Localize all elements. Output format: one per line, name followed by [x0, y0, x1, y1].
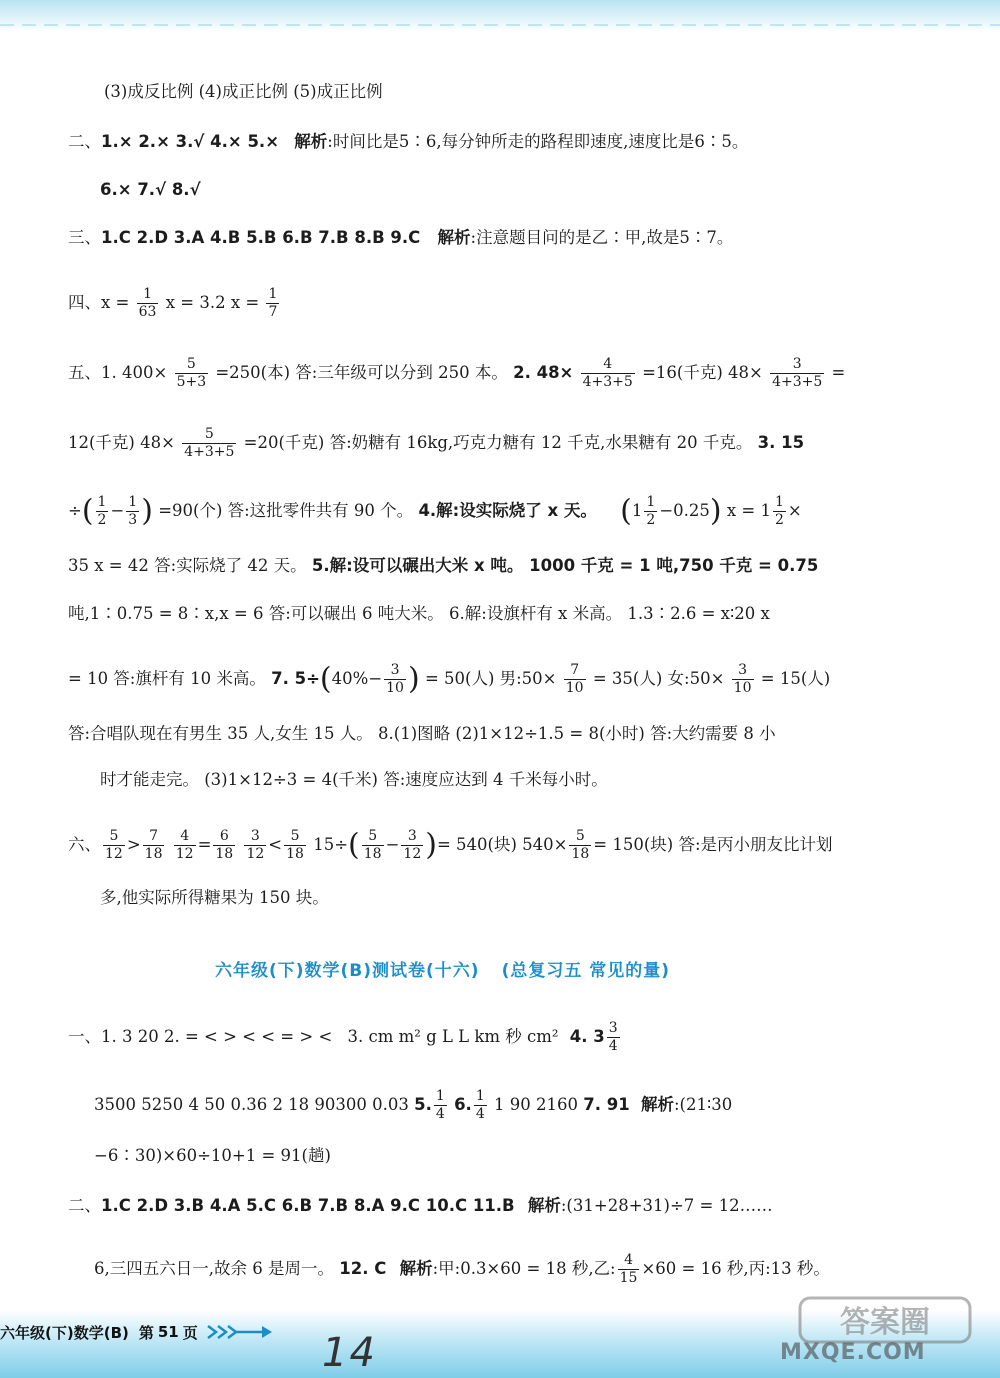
page-suffix: 页	[182, 1323, 198, 1342]
fraction: $\frac{1}{2}$	[97, 494, 107, 528]
fraction: $\frac{1}{2}$	[646, 494, 656, 528]
analysis-text: :注意题目问的是乙∶甲,故是5∶7。	[470, 228, 734, 247]
fraction: $\frac{7}{18}$	[144, 828, 163, 862]
question-number: 2. 48×	[513, 363, 574, 382]
text: x = 3.2 x =	[165, 293, 260, 312]
text: 6,三四五六日一,故余 6 是周一。	[94, 1259, 334, 1278]
answer-items: 1.× 2.× 3.√ 4.× 5.×	[101, 132, 280, 151]
question-number: 4. 3	[569, 1027, 605, 1046]
answer-line-10	[68, 602, 770, 626]
title-sub: (总复习五 常见的量)	[501, 961, 671, 981]
fraction: $\frac{4}{12}$	[175, 828, 194, 862]
fraction: $\frac{1}{2}$	[774, 494, 784, 528]
text: = 50(人) 男:50×	[424, 669, 557, 688]
answer-items: 6.× 7.√ 8.√	[100, 180, 201, 199]
text: 多,他实际所得糖果为 150 块。	[100, 888, 329, 907]
question-number: 12. C	[339, 1259, 387, 1278]
text: =90(个) 答:这批零件共有 90 个。	[158, 501, 414, 520]
text: x = 1	[726, 501, 771, 520]
fraction: $\frac{1}{3}$	[128, 494, 138, 528]
fraction: $\frac{4}{15}$	[619, 1252, 638, 1286]
answer-line-6	[68, 356, 845, 391]
solution-text: 6.解:设旗杆有 x 米高。 1.3∶2.6 = x∶20 x	[449, 604, 770, 623]
answer-items: 1.C 2.D 3.A 4.B 5.B 6.B 7.B 8.B 9.C	[101, 228, 421, 247]
answer-line-11: = 10 答:旗杆有 10 米高。 7. 5÷(40%− $\frac{3}{10}$ ) = 50(人) 男:50× $\frac{7}{10}$ = 35(人) 女:50× $\frac{3}{10}$ = 15(人)	[68, 661, 831, 697]
text: = 540(块) 540×	[436, 835, 568, 854]
fraction: $\frac{1}{7}$	[268, 286, 278, 320]
page-prefix: 第	[138, 1323, 154, 1342]
text: = 15(人)	[760, 669, 831, 688]
text: = 150(块) 答:是丙小朋友比计划	[593, 835, 833, 854]
solution-start: 4.解:设实际烧了 x 天。	[418, 501, 597, 520]
answer-line-14: 六、 $\frac{5}{12}$ > $\frac{7}{18}$ $\frac{4}{12}$ = $\frac{6}{18}$ $\frac{3}{12}$ < $\frac{5}{18}$ 15÷( $\frac{5}{18}$ − $\frac{3}{12}$ )= 540(块) 540× $\frac{5}{18}$ = 150(块) 答:是丙小朋友比计划	[68, 827, 833, 863]
section-number: 二、	[68, 1196, 101, 1215]
answer-line-2	[68, 130, 748, 154]
book-title: 六年级(下)数学(B)	[0, 1323, 129, 1342]
text: 3500 5250 4 50 0.36 2 18 90300 0.03	[94, 1095, 409, 1114]
fraction: $\frac{1}{4}$	[435, 1088, 445, 1122]
text: 1 90 2160	[494, 1095, 578, 1114]
analysis-label: 解析	[640, 1095, 674, 1114]
text: 四、x =	[68, 293, 130, 312]
answer-line-1	[104, 80, 383, 104]
analysis-text: ×60 = 16 秒,丙:13 秒。	[641, 1259, 830, 1278]
answer-items: 1.C 2.D 3.B 4.A 5.C 6.B 7.B 8.A 9.C 10.C 11.B	[101, 1196, 515, 1215]
text: 15÷	[313, 835, 349, 854]
answer-line-3	[100, 178, 201, 202]
question-number: 3. 15	[757, 433, 805, 452]
text: ÷	[68, 501, 82, 520]
fraction: $\frac{5}{18}$	[286, 828, 304, 862]
fraction: $\frac{7}{10}$	[565, 662, 584, 696]
question-number: 7. 5÷	[271, 669, 320, 688]
text: 35 x = 42 答:实际烧了 42 天。	[68, 556, 307, 575]
fraction: $\frac{3}{10}$	[386, 662, 404, 696]
text: 12(千克) 48×	[68, 433, 175, 452]
fraction: $\frac{3}{10}$	[733, 662, 752, 696]
analysis-label: 解析	[437, 228, 471, 247]
answer-line-15	[100, 886, 329, 910]
fraction: $\frac{3}{12}$	[403, 828, 422, 862]
fraction: $\frac{5}{18}$	[571, 828, 590, 862]
section-number: 一、	[68, 1027, 101, 1046]
text: 吨,1∶0.75 = 8∶x,x = 6 答:可以碾出 6 吨大米。	[68, 604, 444, 623]
text: 1. 3 20 2. = < > < < = > <	[101, 1027, 333, 1046]
fraction: $\frac{3}{4+3+5}$	[772, 356, 823, 390]
text: = 10 答:旗杆有 10 米高。	[68, 669, 266, 688]
svg-text:答案圈: 答案圈	[840, 1305, 930, 1340]
analysis-label: 解析	[294, 132, 328, 151]
fraction: $\frac{6}{18}$	[215, 828, 234, 862]
text: =	[831, 363, 846, 382]
fraction: $\frac{5}{12}$	[105, 828, 123, 862]
text: 3. cm m² g L L km 秒 cm²	[347, 1027, 559, 1046]
section-number: 六、	[68, 835, 101, 854]
page-footer	[0, 1318, 272, 1346]
text: =16(千克) 48×	[642, 363, 763, 382]
text: −6∶30)×60÷10+1 = 91(趟)	[94, 1146, 331, 1165]
fraction: $\frac{1}{63}$	[138, 286, 157, 320]
fraction: $\frac{5}{18}$	[363, 828, 382, 862]
fraction: $\frac{3}{4}$	[608, 1020, 618, 1054]
text: 8.(1)图略 (2)1×12÷1.5 = 8(小时) 答:大约需要 8 小	[378, 724, 776, 743]
text: 答:合唱队现在有男生 35 人,女生 15 人。	[68, 724, 373, 743]
top-decorative-strip	[0, 0, 1000, 32]
analysis-text: :(21∶30	[673, 1095, 733, 1114]
title-main: 六年级(下)数学(B)测试卷(十六)	[215, 961, 480, 981]
fraction: $\frac{4}{4+3+5}$	[582, 356, 633, 390]
answer-line-12	[68, 722, 776, 746]
answer-line-16	[68, 1020, 622, 1055]
answer-line-9	[68, 554, 818, 578]
text: =20(千克) 答:奶糖有 16kg,巧克力糖有 12 千克,水果糖有 20 千克。	[243, 433, 753, 452]
solution-text: 5.解:设可以碾出大米 x 吨。 1000 千克 = 1 吨,750 千克 = 0.75	[311, 556, 819, 575]
analysis-label: 解析	[527, 1196, 561, 1215]
analysis-text: :甲:0.3×60 = 18 秒,乙:	[432, 1259, 616, 1278]
page-number: 51	[157, 1323, 179, 1341]
text: 五、1. 400×	[68, 363, 168, 382]
answer-line-8: ÷( $\frac{1}{2}$ − $\frac{1}{3}$ ) =90(个) 答:这批零件共有 90 个。 4.解:设实际烧了 x 天。 (1 $\frac{1}{2}$ −0.25) x = 1 $\frac{1}{2}$ ×	[68, 493, 802, 529]
question-number: 6.	[454, 1095, 472, 1114]
handwritten-number: 14	[322, 1330, 377, 1376]
text: =250(本) 答:三年级可以分到 250 本。	[215, 363, 508, 382]
section-number: 三、	[68, 228, 101, 247]
text: 时才能走完。 (3)1×12÷3 = 4(千米) 答:速度应达到 4 千米每小时。	[100, 770, 608, 789]
answer-line-4	[68, 226, 733, 250]
fraction: $\frac{1}{4}$	[475, 1088, 485, 1122]
answer-line-5	[68, 286, 281, 321]
answer-line-17	[94, 1088, 732, 1123]
answer-line-7	[68, 426, 804, 461]
question-number: 5.	[414, 1095, 432, 1114]
answer-line-13	[100, 768, 608, 792]
analysis-label: 解析	[399, 1259, 433, 1278]
fraction: $\frac{5}{4+3+5}$	[184, 426, 235, 460]
text: (3)成反比例 (4)成正比例 (5)成正比例	[104, 82, 383, 101]
text: = 35(人) 女:50×	[592, 669, 725, 688]
watermark-url: MXQE.COM	[780, 1340, 926, 1365]
fraction: $\frac{5}{5+3}$	[176, 356, 207, 390]
question-number: 7. 91	[583, 1095, 630, 1114]
answer-line-19	[68, 1194, 773, 1218]
section-title	[215, 956, 670, 981]
analysis-text: :时间比是5∶6,每分钟所走的路程即速度,速度比是6∶5。	[327, 132, 749, 151]
answer-line-18	[94, 1144, 331, 1168]
section-number: 二、	[68, 132, 101, 151]
fraction: $\frac{3}{12}$	[246, 828, 265, 862]
analysis-text: :(31+28+31)÷7 = 12……	[560, 1196, 773, 1215]
arrows-icon	[206, 1323, 272, 1341]
answer-line-20	[94, 1252, 830, 1287]
text: ×	[787, 501, 802, 520]
